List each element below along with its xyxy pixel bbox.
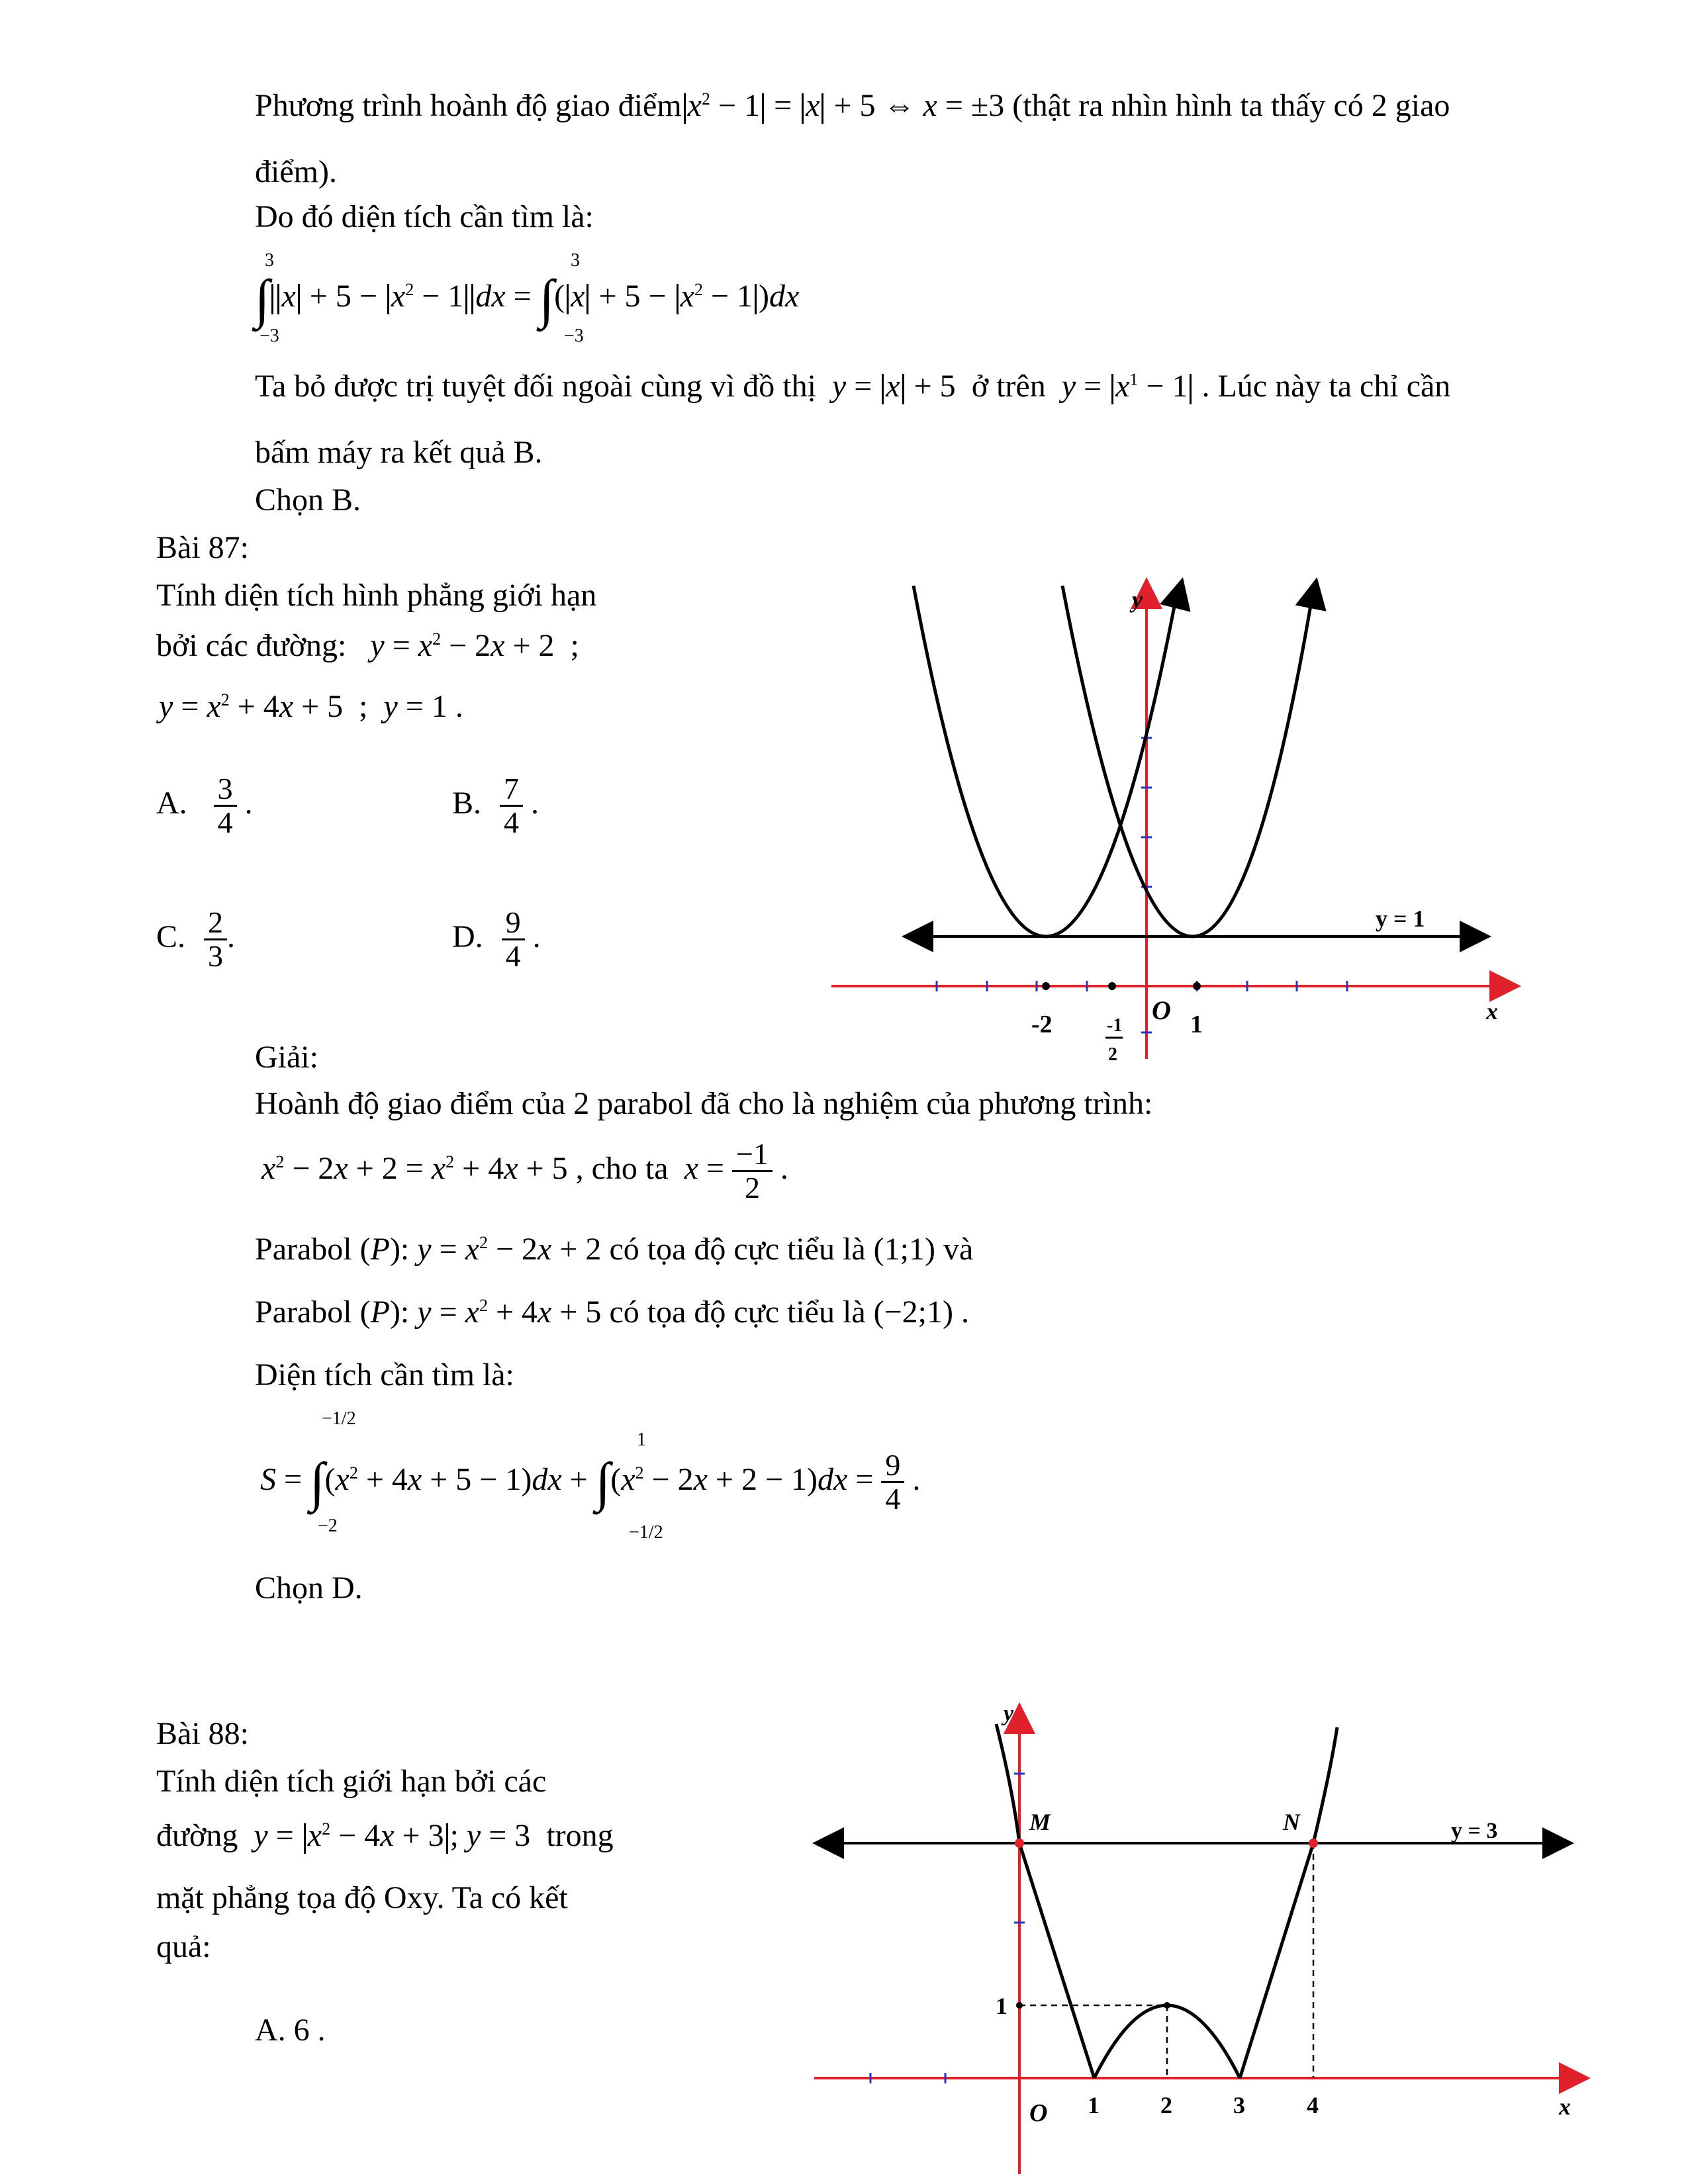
option-d-fraction: $\frac{9}{4}$ [502, 907, 525, 973]
b87-solution-3: Parabol (P): $y = x^2 - 2x + 2$ có tọa độ cực tiểu là (1;1) và [255, 1232, 974, 1267]
b88-question-1: Tính diện tích giới hạn bởi các [156, 1764, 547, 1799]
y-label: y [1004, 1702, 1014, 1726]
b88-title: Bài 88: [156, 1716, 249, 1751]
guide-lines [1019, 1843, 1313, 2078]
b87-solution-5: Diện tích cần tìm là: [255, 1357, 514, 1392]
b87-question-3: $y = x^2 + 4x + 5$ ; y = 1 . [159, 689, 463, 724]
point-minus2 [1042, 982, 1050, 990]
tick-label-4: 4 [1307, 2092, 1319, 2118]
lim-upper-4: 1 [637, 1430, 646, 1450]
b88-question-3: mặt phẳng tọa độ Oxy. Ta có kết [156, 1880, 568, 1915]
lim-lower-3: −2 [318, 1516, 338, 1536]
prev-line-1: Phương trình hoành độ giao điểm $x^2 - 1 = x + 5$ ⇔ x = ±3 (thật ra nhìn hình ta thấy có 2 giao [255, 88, 1450, 123]
b87-option-d[interactable]: D. $\frac{9}{4}$ . [452, 905, 541, 974]
lim-upper-1: 3 [265, 250, 274, 271]
b87-title: Bài 87: [156, 530, 249, 565]
line-label: y = 3 [1451, 1819, 1498, 1843]
label-M: M [1029, 1809, 1051, 1835]
tick-label-1: 1 [1088, 2092, 1100, 2118]
b88-graph [808, 1698, 1602, 2177]
ticks [870, 1774, 1025, 2083]
b87-graph [821, 569, 1582, 1066]
parabola-left [914, 586, 1178, 936]
b87-question-2: bởi các đường: $y = x^2 - 2x + 2$ ; [156, 628, 579, 663]
origin-label: O [1152, 995, 1171, 1025]
tick-label-m2: -2 [1031, 1011, 1053, 1038]
b87-solution-2: $x^2 - 2x + 2 = x^2 + 4x + 5$ , cho ta x = $\frac{-1}{2}$ . [261, 1137, 788, 1205]
tick-label-half-num: -1 [1107, 1015, 1123, 1036]
option-a-fraction: $\frac{3}{4}$ [214, 773, 237, 839]
label-N: N [1283, 1809, 1300, 1835]
parabola-right [1062, 586, 1314, 936]
point-N [1309, 1839, 1318, 1848]
tick-label-1: 1 [1190, 1011, 1203, 1038]
b87-solution-4: Parabol (P): $y = x^2 + 4x + 5$ có tọa độ cực tiểu là (−2;1) . [255, 1295, 969, 1330]
lim-upper-2: 3 [571, 250, 580, 271]
b87-option-a[interactable]: A. $\frac{3}{4}$ . [156, 772, 253, 840]
b87-solution-1: Hoành độ giao điểm của 2 parabol đã cho là nghiệm của phương trình: [255, 1086, 1153, 1121]
x-label: x [1559, 2093, 1571, 2120]
tick-label-y1: 1 [996, 1993, 1008, 2019]
prev-integral: ∫ $x + 5 - x^2 - 1$ dx = ∫( $x + 5 - x^2 - 1$ )dx [255, 269, 800, 329]
point-M [1015, 1839, 1024, 1848]
tick-label-half-den: 2 [1108, 1044, 1117, 1065]
prev-choose: Chọn B. [255, 482, 361, 518]
tick-label-3: 3 [1233, 2092, 1245, 2118]
x-label: x [1486, 998, 1498, 1024]
b88-question-4: quả: [156, 1929, 211, 1964]
b88-option-a[interactable]: A. 6 . [255, 2013, 326, 2048]
lim-lower-1: −3 [259, 326, 279, 346]
y-label: y [1132, 586, 1143, 613]
b87-choose: Chọn D. [255, 1570, 363, 1606]
b87-solution-label: Giải: [255, 1040, 318, 1075]
prev-line-5: bấm máy ra kết quả B. [255, 435, 543, 470]
b87-option-c[interactable]: C. $\frac{2}{3}$ . [156, 905, 236, 974]
b88-question-2: đường $y = x^2 - 4x + 3$ ; y = 3 trong [156, 1818, 614, 1853]
point-minus-half [1108, 982, 1116, 990]
lim-upper-3: −1/2 [322, 1408, 356, 1429]
origin-label: O [1029, 2099, 1048, 2127]
tick-label-2: 2 [1160, 2092, 1172, 2118]
point-1 [1193, 982, 1201, 990]
curve-right [1240, 1727, 1337, 2078]
line-label: y = 1 [1376, 905, 1425, 932]
b87-area-integral: $S = \int(x^2 + 4x + 5 - 1)dx + \int(x^2 - 2x + 2 - 1)dx$ = $\frac{9}{4}$ . [260, 1448, 921, 1516]
prev-line-4: Ta bỏ được trị tuyệt đối ngoài cùng vì đồ thị y = x + 5 ở trên $y = x^1 - 1$ . Lúc này ta chỉ cần [255, 369, 1451, 404]
b87-question-1: Tính diện tích hình phẳng giới hạn [156, 578, 597, 613]
option-c-fraction: $\frac{2}{3}$ [204, 907, 227, 973]
option-b-fraction: $\frac{7}{4}$ [500, 773, 523, 839]
prev-line-2: điểm). [255, 154, 337, 189]
b87-option-b[interactable]: B. $\frac{7}{4}$ . [452, 772, 539, 840]
lim-lower-2: −3 [564, 326, 584, 346]
lim-lower-4: −1/2 [629, 1522, 663, 1543]
prev-line-3: Do đó diện tích cần tìm là: [255, 199, 594, 234]
